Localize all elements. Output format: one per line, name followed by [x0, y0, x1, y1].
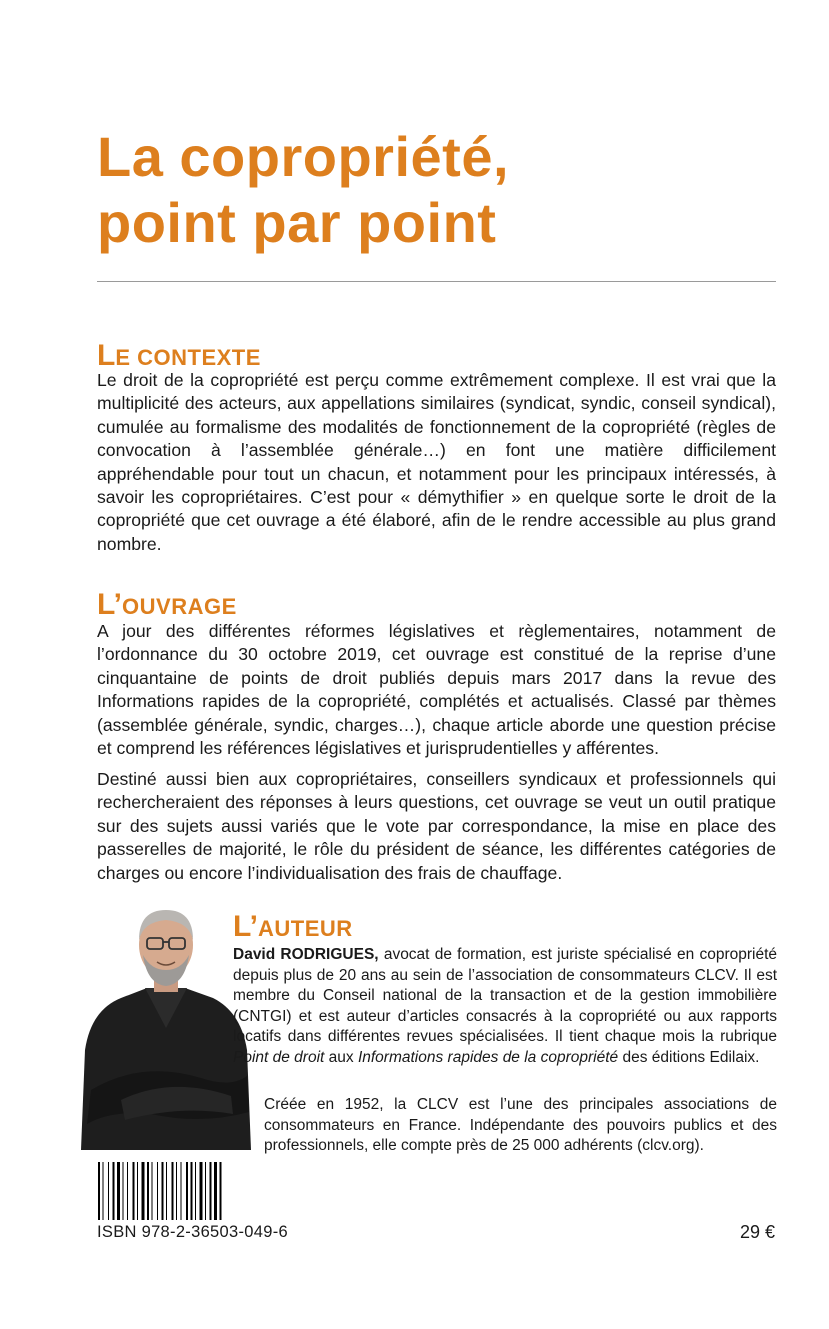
auteur-heading-initial: L’: [233, 910, 259, 943]
contexte-text: Le droit de la copropriété est perçu comme extrêmement complexe. Il est vrai que la multiplicité des acteurs, aux appellations similaires (syndicat, syndic, conseil syndical), cumulée au formalisme des modalités de fonctionnement de la copropriété (règles de convocation à l’assemblée générale…) en font une matière difficilement appréhendable pour tout un chacun, et notamment pour les principaux intéressés, à savoir les copropriétaires. C’est pour « démythifier » en quelque sorte le droit de la copropriété que cet ouvrage a été élaboré, afin de le rendre accessible au plus grand nombre.: [97, 370, 776, 554]
barcode-bar: [210, 1162, 212, 1220]
barcode-bar: [157, 1162, 158, 1220]
auteur-bio: [233, 945, 777, 1069]
bio-part-3: des éditions Edilaix.: [618, 1048, 760, 1066]
auteur-section: [233, 911, 777, 1069]
author-photo: [81, 900, 251, 1150]
barcode-bar: [147, 1162, 149, 1220]
barcode-bar: [117, 1162, 120, 1220]
barcode-bar: [176, 1162, 177, 1220]
barcode-bar: [98, 1162, 100, 1220]
isbn: ISBN 978-2-36503-049-6: [97, 1223, 288, 1241]
barcode-bar: [195, 1162, 196, 1220]
author-name: David RODRIGUES,: [233, 946, 379, 963]
contexte-heading-rest: E CONTEXTE: [115, 345, 261, 370]
barcode-bar: [108, 1162, 109, 1220]
barcode-bar: [205, 1162, 206, 1220]
barcode-bar: [137, 1162, 138, 1220]
auteur-heading-rest: AUTEUR: [258, 916, 353, 941]
barcode-bar: [127, 1162, 128, 1220]
book-title-line-2: point par point: [97, 191, 497, 254]
barcode-bar: [181, 1162, 182, 1220]
revue-name: Informations rapides de la copropriété: [357, 1048, 619, 1066]
ouvrage-text-1: A jour des différentes réformes législatives et règlementaires, notamment de l’ordonnance du 30 octobre 2019, cet ouvrage est constitué de la reprise d’une cinquantaine de points de droit publiés depuis mars 2017 dans la revue des Informations rapides de la copropriété, complétés et actualisés. Classé par thèmes (assemblée générale, syndic, charges…), chaque article aborde une question précise et comprend les références législatives et jurisprudentielles y afférentes.: [97, 621, 776, 759]
ouvrage-heading: [97, 589, 237, 623]
barcode-bar: [113, 1162, 115, 1220]
barcode-bar: [186, 1162, 188, 1220]
barcode-bar: [142, 1162, 145, 1220]
contexte-heading-initial: L: [97, 339, 116, 372]
rubrique-name: Point de droit: [233, 1048, 325, 1066]
barcode-bar: [214, 1162, 217, 1220]
book-title-line-1: La copropriété,: [97, 125, 510, 188]
barcode-bar: [162, 1162, 164, 1220]
barcode-bar: [191, 1162, 193, 1220]
barcode-bar: [152, 1162, 153, 1220]
barcode-bar: [200, 1162, 203, 1220]
title-divider: [97, 281, 776, 282]
barcode-bar: [123, 1162, 124, 1220]
bio-part-1: avocat de formation, est juriste spécialisé en copropriété depuis plus de 20 ans au sein de l’association de consommateurs CLCV. Il est membre du Conseil national de la transaction et de la gestion immobilière (CNTGI) et est auteur d’articles consacrés à la copropriété ou aux rapports locatifs dans différentes revues spécialisées. Il tient chaque mois la rubrique: [233, 946, 777, 1046]
price: 29 €: [739, 1222, 775, 1242]
auteur-heading: [233, 911, 777, 945]
ouvrage-text-2: Destiné aussi bien aux copropriétaires, conseillers syndicaux et professionnels qui rechercheraient des réponses à leurs questions, cet ouvrage se veut un outil pratique sur des sujets aussi variés que le vote par correspondance, la mise en place des passerelles de majorité, le rôle du président de séance, les différentes catégories de charges ou encore l’individualisation des frais de chauffage.: [97, 769, 776, 883]
ouvrage-heading-initial: L’: [97, 588, 123, 621]
barcode-bar: [133, 1162, 135, 1220]
ouvrage-heading-rest: OUVRAGE: [122, 594, 237, 619]
clcv-description: Créée en 1952, la CLCV est l’une des principales associations de consommateurs en France. Indépendante des pouvoirs publics et des professionnels, elle compte près de 25 000 adhérents (clcv.org).: [264, 1096, 777, 1155]
barcode-bar: [220, 1162, 222, 1220]
barcode-bar: [103, 1162, 104, 1220]
barcode-bar: [166, 1162, 167, 1220]
bio-part-2: aux: [324, 1048, 358, 1066]
barcode-bar: [172, 1162, 174, 1220]
book-title: [97, 124, 787, 256]
barcode: [97, 1162, 294, 1220]
